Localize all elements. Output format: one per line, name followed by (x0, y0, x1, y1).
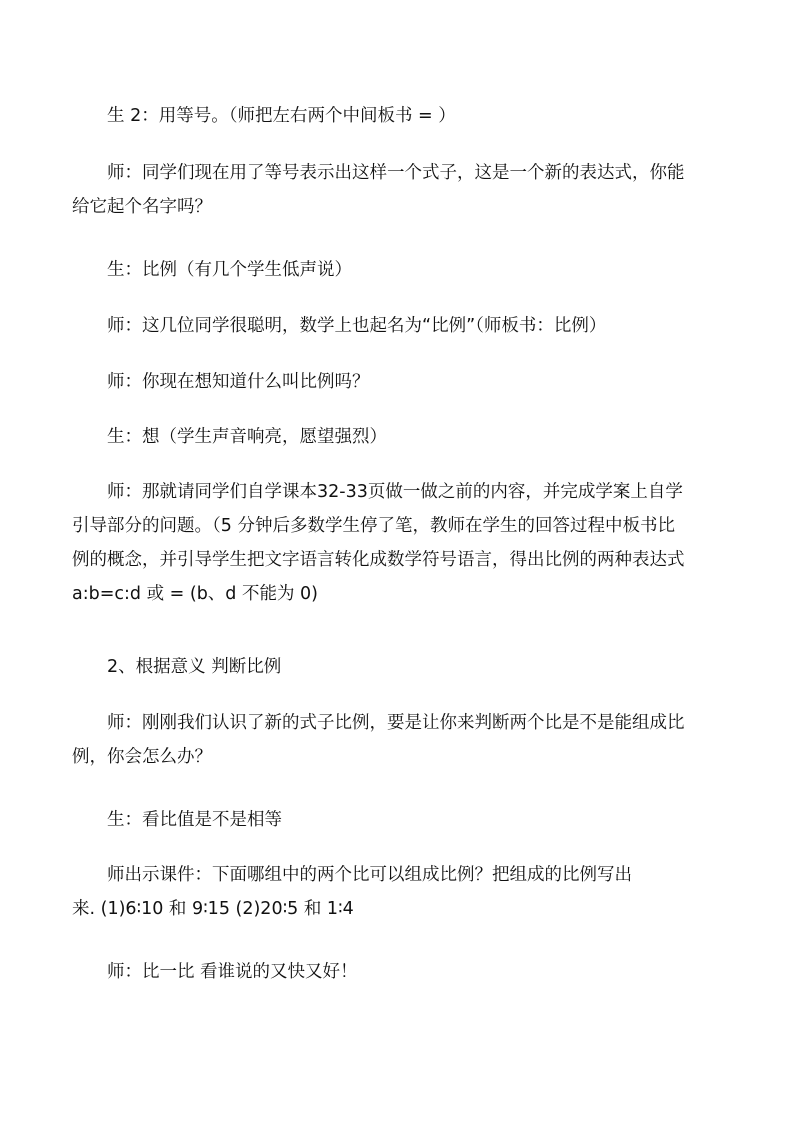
text-line: 生：比例（有几个学生低声说） (107, 260, 352, 280)
paragraph-student2-equals (72, 99, 734, 133)
text-line: 例的概念，并引导学生把文字语言转化成数学符号语言，得出比例的两种表达式 (72, 550, 685, 570)
paragraph-student-answer (72, 420, 734, 454)
text-line: 师：这几位同学很聪明，数学上也起名为“比例”（师板书：比例） (107, 316, 607, 336)
paragraph-teacher-ratio-name (72, 309, 734, 343)
text-line: 生：想（学生声音响亮，愿望强烈） (107, 427, 387, 447)
text-line: 例，你会怎么办？ (72, 747, 212, 767)
text-line: 师：刚刚我们认识了新的式子比例，要是让你来判断两个比是不是能组成比 (107, 713, 685, 733)
text-line: 师：那就请同学们自学课本32-33页做一做之前的内容，并完成学案上自学 (107, 482, 683, 502)
text-line: a:b=c:d 或 = (b、d 不能为 0) (72, 584, 318, 604)
text-line: 师：同学们现在用了等号表示出这样一个式子，这是一个新的表达式，你能 (107, 163, 685, 183)
paragraph-teacher-judge (72, 706, 734, 774)
text-line: 来. (1)6∶10 和 9∶15 (2)20∶5 和 1∶4 (72, 899, 354, 919)
paragraph-teacher-name-expression (72, 156, 734, 224)
text-line: 给它起个名字吗？ (72, 197, 212, 217)
paragraph-teacher-courseware (72, 858, 734, 926)
text-line: 生：看比值是不是相等 (107, 810, 282, 830)
text-line: 师：你现在想知道什么叫比例吗？ (107, 372, 370, 392)
paragraph-teacher-compete (72, 955, 734, 989)
section-heading-judge-ratio (72, 650, 734, 684)
text-line: 引导部分的问题。（5 分钟后多数学生停了笔，教师在学生的回答过程中板书比 (72, 516, 675, 536)
paragraph-student-ratio (72, 253, 734, 287)
text-line: 师：比一比 看谁说的又快又好！ (107, 962, 358, 982)
text-line: 生 2：用等号。（师把左右两个中间板书 = ） (107, 106, 456, 126)
paragraph-teacher-self-study (72, 475, 734, 611)
paragraph-teacher-question (72, 365, 734, 399)
paragraph-student-compare (72, 803, 734, 837)
text-line: 2、根据意义 判断比例 (107, 657, 282, 677)
text-line: 师出示课件：下面哪组中的两个比可以组成比例？把组成的比例写出 (107, 865, 632, 885)
